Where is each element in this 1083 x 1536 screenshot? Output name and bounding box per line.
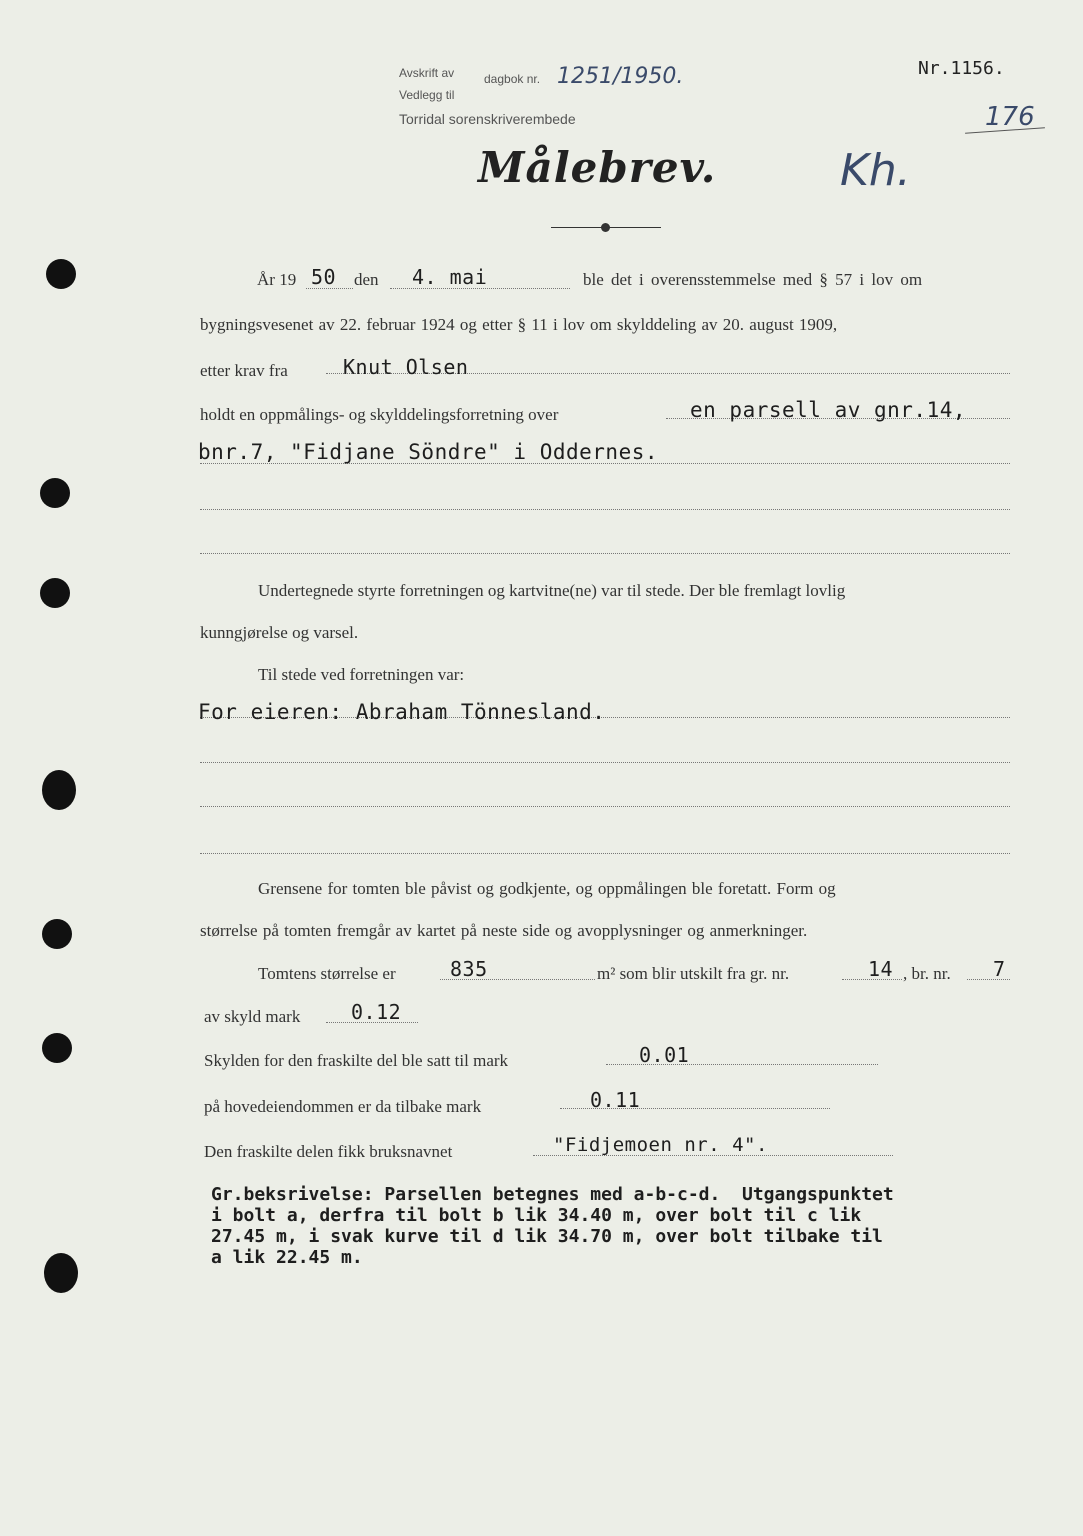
fraskilte-value: 0.01	[639, 1043, 690, 1067]
den-label: den	[354, 270, 379, 289]
blank-line-3	[200, 762, 1010, 763]
krav-value: Knut Olsen	[343, 355, 469, 379]
stamp-dagbok-label: dagbok nr.	[484, 72, 541, 86]
holdt-value: en parsell av gnr.14,	[690, 398, 967, 422]
bnr-value: 7	[993, 957, 1006, 981]
title-ornament-dot	[601, 223, 610, 232]
document-title: Målebrev.	[478, 143, 717, 192]
boundary-description: Gr.beksrivelse: Parsellen betegnes med a-b-c-d. Utgangspunktet i bolt a, derfra til bolt b lik 34.40 m, over bolt til c lik 27.45 m, i svak kurve til d lik 34.70 m, over bolt tilbake til a lik 22.45 m.	[211, 1184, 894, 1268]
para3-text1: Grensene for tomten ble påvist og godkjente, og oppmålingen ble foretatt. Form og	[258, 879, 836, 898]
blank-line-2	[200, 553, 1010, 554]
til-stede-label: Til stede ved forretningen var:	[258, 665, 465, 684]
blank-line-5	[200, 853, 1010, 854]
m2-label: m² som blir utskilt fra gr. nr.	[597, 964, 790, 983]
fraskilte-label: Skylden for den fraskilte del ble satt til mark	[204, 1051, 509, 1070]
holdt-label: holdt en oppmålings- og skylddelingsforretning over	[200, 405, 559, 424]
para3-text2: størrelse på tomten fremgår av kartet på neste side og avopplysninger og anmerkninger.	[200, 921, 808, 940]
punch-hole-7	[44, 1253, 78, 1293]
stamp-line-2: Vedlegg til	[399, 88, 455, 102]
gnr-value: 14	[868, 957, 894, 981]
punch-hole-6	[42, 1033, 72, 1063]
para1-text2: bygningsvesenet av 22. februar 1924 og etter § 11 i lov om skylddeling av 20. august 1909,	[200, 315, 838, 334]
punch-hole-2	[40, 478, 70, 508]
krav-label: etter krav fra	[200, 361, 288, 380]
storrelse-label: Tomtens størrelse er	[258, 964, 396, 983]
stamp-office: Torridal sorenskriverembede	[399, 111, 576, 127]
para1-text1: ble det i overensstemmelse med § 57 i lov om	[583, 270, 923, 289]
bruksnavn-label: Den fraskilte delen fikk bruksnavnet	[204, 1142, 453, 1161]
para2-text2: kunngjørelse og varsel.	[200, 623, 359, 642]
document-number: Nr.1156.	[918, 58, 1005, 79]
year-value: 50	[311, 265, 337, 289]
punch-hole-4	[42, 770, 76, 810]
blank-line-1	[200, 509, 1010, 510]
hoved-value: 0.11	[590, 1088, 641, 1112]
skyld-label: av skyld mark	[204, 1007, 301, 1026]
para2-text1: Undertegnede styrte forretningen og kartvitne(ne) var til stede. Der ble fremlagt lovlig	[258, 581, 846, 600]
holdt-value-2: bnr.7, "Fidjane Söndre" i Oddernes.	[198, 440, 659, 464]
br-label: , br. nr.	[903, 964, 951, 983]
stamp-dagbok-value: 1251/1950.	[557, 64, 684, 89]
blank-line-4	[200, 806, 1010, 807]
til-stede-value: For eieren: Abraham Tönnesland.	[198, 700, 606, 724]
skyld-value: 0.12	[351, 1000, 402, 1024]
punch-hole-1	[46, 259, 76, 289]
storrelse-value: 835	[450, 957, 488, 981]
punch-hole-5	[42, 919, 72, 949]
margin-note: 176	[985, 102, 1035, 132]
punch-hole-3	[40, 578, 70, 608]
hoved-label: på hovedeiendommen er da tilbake mark	[204, 1097, 482, 1116]
initials: Kh.	[840, 145, 911, 196]
ar-label: År 19	[257, 270, 297, 289]
bruksnavn-value: "Fidjemoen nr. 4".	[553, 1134, 768, 1156]
date-value: 4. mai	[412, 265, 488, 289]
stamp-line-1: Avskrift av	[399, 66, 455, 80]
